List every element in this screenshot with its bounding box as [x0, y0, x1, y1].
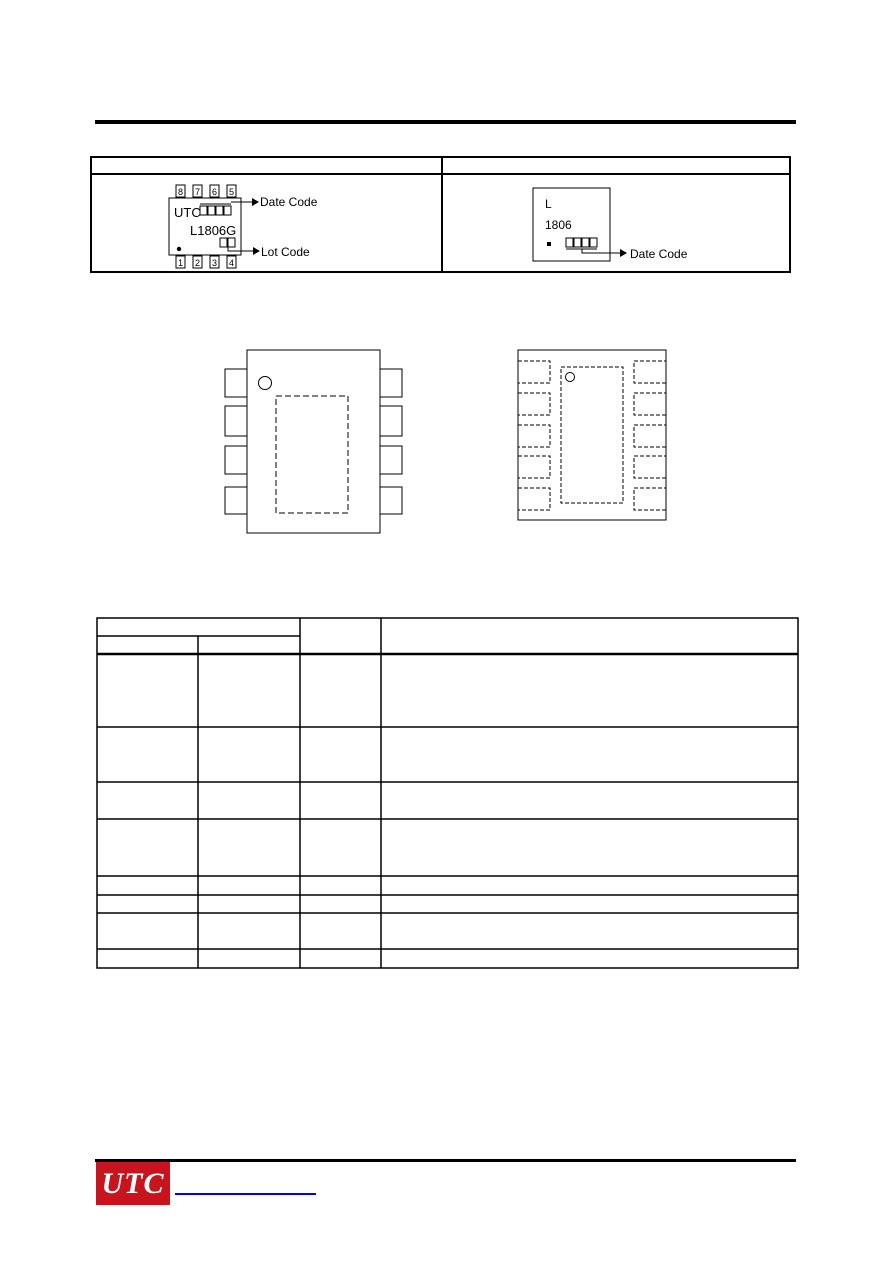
logo-text: UTC [101, 1166, 165, 1200]
utc-logo [96, 1162, 170, 1205]
pin-label: 4 [228, 258, 235, 268]
sop8-outline [225, 350, 402, 533]
pin-label: 7 [194, 187, 201, 197]
marking-line-utc: UTC [174, 205, 201, 220]
website-link-underline[interactable] [175, 1193, 316, 1195]
pin-label: 5 [228, 187, 235, 197]
pin-label: 1 [177, 258, 184, 268]
marking-line-l: L [545, 197, 552, 211]
pin-description-table [96, 617, 799, 969]
date-code-label: Date Code [630, 247, 688, 261]
pin-label: 8 [177, 187, 184, 197]
pin-label: 6 [211, 187, 218, 197]
marking-line-part: 1806 [545, 218, 572, 232]
footer-rule [95, 1159, 796, 1162]
package-outlines [0, 0, 892, 600]
date-code-label: Date Code [260, 195, 318, 209]
pin-label: 3 [211, 258, 218, 268]
dfn-outline [518, 350, 666, 520]
pin-label: 2 [194, 258, 201, 268]
lot-code-label: Lot Code [261, 245, 310, 259]
marking-line-part: L1806G [190, 223, 237, 238]
